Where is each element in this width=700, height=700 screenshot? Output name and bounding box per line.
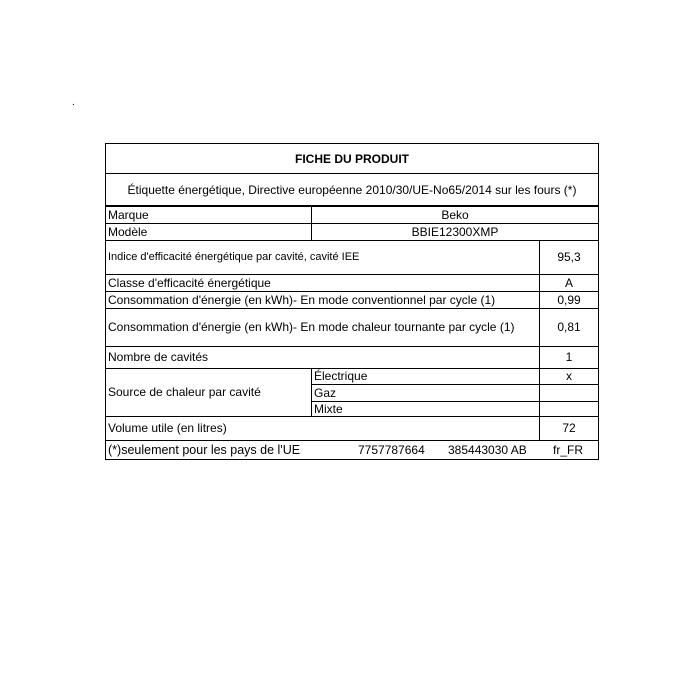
cavity-count-value: 1: [565, 350, 573, 364]
consumption-conventional-value: 0,99: [557, 292, 581, 307]
product-sheet: [105, 143, 599, 460]
sheet-footer: [106, 441, 598, 459]
heat-source-electric: Électrique: [314, 369, 368, 383]
eu-footnote: (*)seulement pour les pays de l'UE: [108, 443, 301, 457]
volume-value: 72: [562, 421, 576, 435]
sheet-title: FICHE DU PRODUIT: [106, 144, 598, 174]
locale-code: fr_FR: [553, 443, 583, 457]
heat-source-mixed: Mixte: [314, 401, 343, 416]
consumption-conventional-label: Consommation d'énergie (en kWh)- En mode conventionnel par cycle (1): [108, 292, 496, 307]
eei-value: 95,3: [557, 250, 581, 264]
reference-code: 7757787664: [358, 443, 425, 457]
energy-class-label: Classe d'efficacité énergétique: [108, 275, 271, 290]
consumption-fan-label: Consommation d'énergie (en kWh)- En mode chaleur tournante par cycle (1): [108, 320, 515, 334]
document-code: 385443030 AB: [448, 443, 527, 457]
heat-source-gas-value: [540, 385, 598, 401]
model-value: BBIE12300XMP: [411, 224, 499, 239]
consumption-fan-value: 0,81: [557, 320, 581, 334]
energy-class-value: A: [564, 275, 573, 290]
cavity-count-label: Nombre de cavités: [108, 350, 209, 364]
heat-source-mixed-value: [540, 402, 598, 416]
brand-label: Marque: [108, 207, 149, 222]
heat-source-label: Source de chaleur par cavité: [108, 385, 261, 399]
brand-value: Beko: [441, 207, 469, 222]
eei-label: Indice d'efficacité énergétique par cavité, cavité IEE: [108, 251, 360, 263]
heat-source-electric-value: x: [566, 369, 572, 383]
heat-source-gas: Gaz: [314, 385, 337, 400]
sheet-subtitle: Étiquette énergétique, Directive européenne 2010/30/UE-No65/2014 sur les fours (*): [106, 174, 598, 206]
model-label: Modèle: [108, 224, 148, 239]
product-table: [106, 206, 598, 441]
corner-mark: .: [72, 97, 75, 108]
volume-label: Volume utile (en litres): [108, 421, 227, 435]
